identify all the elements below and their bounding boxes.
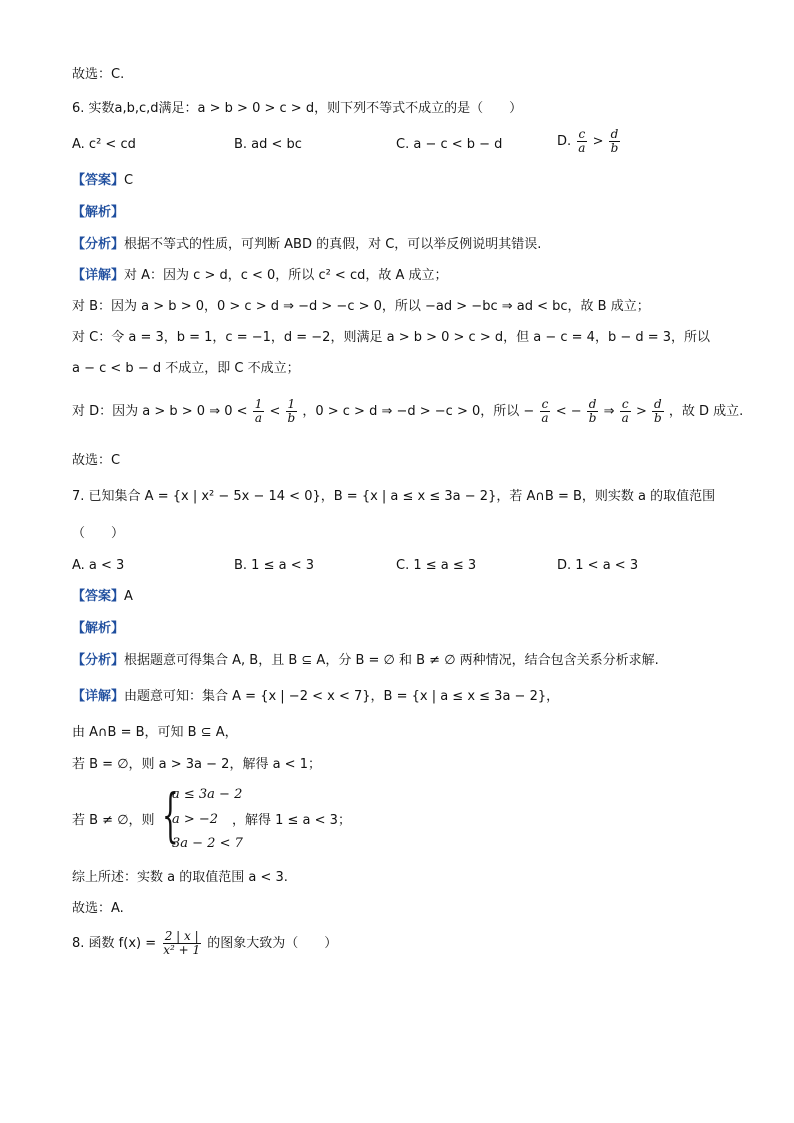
frac-f8: $\frac{2 | x |}{\text{x² + 1}}$: [163, 929, 201, 957]
answer-line-5: 故选：C.: [72, 67, 125, 82]
guxuan-6: 故选：C: [72, 453, 121, 468]
q7-option-a: A. a < 3: [72, 558, 125, 573]
xiangjie-6-c2: a − c < b − d 不成立，即 C 不成立；: [72, 361, 300, 376]
q6-option-b: B. ad < bc: [234, 137, 302, 152]
q6-option-d: D. $\frac{c}{a}$ > $\frac{d}{b}$: [557, 127, 619, 155]
zongshang-7: 综上所述：实数 a 的取值范围 a < 3.: [72, 870, 288, 885]
guxuan-7: 故选：A.: [72, 901, 124, 916]
xiangjie-7-b: 由 A∩B = B，可知 B ⊆ A，: [72, 725, 238, 740]
q7-option-b: B. 1 ≤ a < 3: [234, 558, 315, 573]
question-7: 7. 已知集合 A = {x | x² − 5x − 14 < 0}，B = {x | a ≤ x ≤ 3a − 2}，若 A∩B = B，则实数 a 的取值范围: [72, 489, 716, 504]
xiangjie-6-b: 对 B：因为 a > b > 0，0 > c > d ⇒ −d > −c > 0，所以 −ad > −bc ⇒ ad < bc，故 B 成立；: [72, 299, 650, 314]
xiangjie-6-d: 对 D：因为 a > b > 0 ⇒ 0 < $\frac{1}{a}$ < $\frac{1}{b}$ ，0 > c > d ⇒ −d > −c > 0，所以 − $\frac{c}{a}$ < − $\frac{d}{b}$ ⇒ $\frac{c}{a}$ > $\frac{d}{b}$ ，故 D 成立.: [72, 397, 744, 425]
fenxi-7: 【分析】根据题意可得集合 A, B，且 B ⊆ A，分 B = ∅ 和 B ≠ ∅ 两种情况，结合包含关系分析求解.: [72, 653, 659, 668]
xiangjie-6-c1: 对 C：令 a = 3，b = 1，c = −1，d = −2，则满足 a > b > 0 > c > d，但 a − c = 4，b − d = 3，所以: [72, 330, 711, 345]
question-7-paren: （ ）: [72, 526, 125, 541]
q7-option-d: D. 1 < a < 3: [557, 558, 639, 573]
system-line-1: a ≤ 3a − 2: [172, 787, 243, 802]
system-brace: {: [162, 781, 179, 849]
fenxi-6: 【分析】根据不等式的性质，可判断 ABD 的真假，对 C，可以举反例说明其错误.: [72, 237, 542, 252]
xiangjie-6-a: 【详解】对 A：因为 c > d，c < 0，所以 c² < cd，故 A 成立；: [72, 268, 448, 283]
frac-c-over-a: $\frac{c}{a}$: [578, 127, 586, 155]
system-line-3: 3a − 2 < 7: [172, 836, 243, 851]
answer-tag: 【答案】: [72, 173, 125, 188]
q6-option-c: C. a − c < b − d: [396, 137, 503, 152]
q6-option-d-label: D.: [557, 134, 572, 149]
q7-option-c: C. 1 ≤ a ≤ 3: [396, 558, 477, 573]
question-8: 8. 函数 f(x) = $\frac{2 | x |}{\text{x² + 1}}$ 的图象大致为（ ）: [72, 929, 338, 957]
frac-d-over-b: $\frac{d}{b}$: [610, 127, 619, 155]
analysis-tag-6: 【解析】: [72, 205, 125, 220]
answer-7: 【答案】A: [72, 589, 133, 604]
xiangjie-7-c: 若 B = ∅，则 a > 3a − 2，解得 a < 1；: [72, 757, 321, 772]
answer-value: C: [124, 173, 134, 188]
xiangjie-7-d-b: ，解得 1 ≤ a < 3；: [232, 813, 351, 828]
question-6: 6. 实数a,b,c,d满足：a > b > 0 > c > d，则下列不等式不成立的是（ ）: [72, 101, 523, 116]
analysis-tag-7: 【解析】: [72, 621, 125, 636]
xiangjie-7-a: 【详解】由题意可知：集合 A = {x | −2 < x < 7}，B = {x | a ≤ x ≤ 3a − 2}，: [72, 689, 560, 704]
system-line-2: a > −2: [172, 812, 219, 827]
xiangjie-7-d-a: 若 B ≠ ∅，则: [72, 813, 155, 828]
answer-6: [72, 172, 133, 190]
q6-option-a: A. c² < cd: [72, 137, 136, 152]
